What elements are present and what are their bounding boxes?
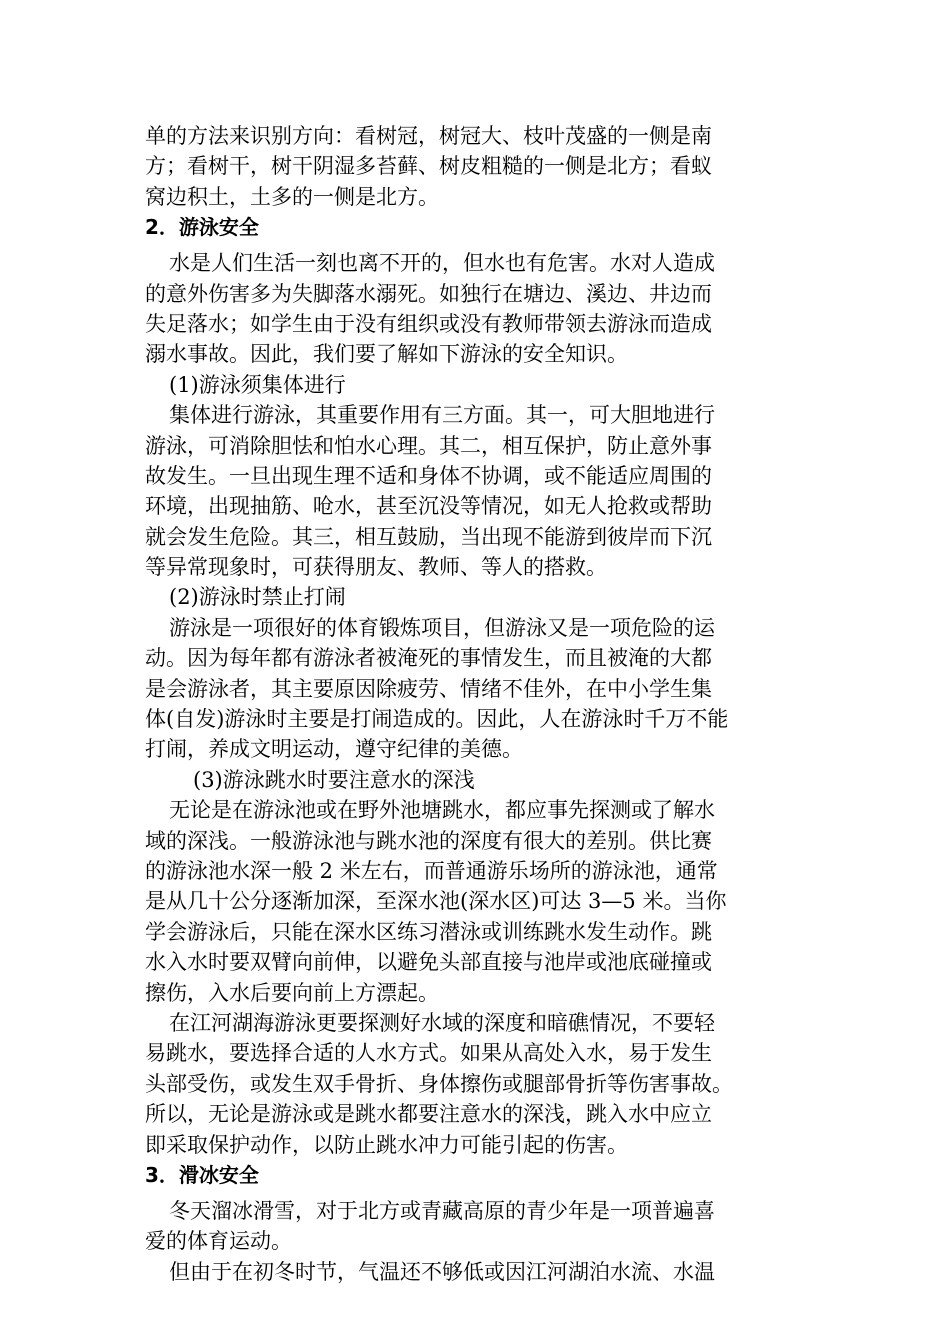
paragraph-line: 是会游泳者，其主要原因除疲劳、情绪不佳外，在中小学生集 <box>145 676 712 701</box>
subheading-water-depth: (3)游泳跳水时要注意水的深浅 <box>193 767 475 792</box>
paragraph-line: 冬天溜冰滑雪，对于北方或青藏高原的青少年是一项普遍喜 <box>169 1198 715 1223</box>
paragraph-line: 等异常现象时，可获得朋友、教师、等人的搭救。 <box>145 555 607 580</box>
paragraph-line: 所以，无论是游泳或是跳水都要注意水的深浅，跳入水中应立 <box>145 1102 712 1127</box>
paragraph-line: 即采取保护动作，以防止跳水冲力可能引起的伤害。 <box>145 1132 628 1157</box>
paragraph-line: 溺水事故。因此，我们要了解如下游泳的安全知识。 <box>145 342 628 367</box>
paragraph-line: 易跳水，要选择合适的人水方式。如果从高处入水，易于发生 <box>145 1041 712 1066</box>
paragraph-line: 域的深浅。一般游泳池与跳水池的深度有很大的差别。供比赛 <box>145 828 712 853</box>
document-body <box>145 121 825 1287</box>
paragraph-line: 水入水时要双臂向前伸，以避免头部直接与池岸或池底碰撞或 <box>145 950 712 975</box>
paragraph-line: 环境，出现抽筋、呛水，甚至沉没等情况，如无人抢救或帮助 <box>145 494 712 519</box>
subheading-group-swimming: (1)游泳须集体进行 <box>169 372 346 397</box>
subheading-no-horseplay: (2)游泳时禁止打闹 <box>169 585 346 610</box>
paragraph-line: 集体进行游泳，其重要作用有三方面。其一，可大胆地进行 <box>169 403 715 428</box>
paragraph-line: 学会游泳后，只能在深水区练习潜泳或训练跳水发生动作。跳 <box>145 919 712 944</box>
paragraph-line: 头部受伤，或发生双手骨折、身体擦伤或腿部骨折等伤害事故。 <box>145 1071 733 1096</box>
paragraph-line: 游泳，可消除胆怯和怕水心理。其二，相互保护，防止意外事 <box>145 433 712 458</box>
paragraph-line: 失足落水；如学生由于没有组织或没有教师带领去游泳而造成 <box>145 311 712 336</box>
paragraph-line: 的意外伤害多为失脚落水溺死。如独行在塘边、溪边、井边而 <box>145 281 712 306</box>
section-heading-swimming: 2．游泳安全 <box>145 215 259 240</box>
paragraph-line: 就会发生危险。其三，相互鼓励，当出现不能游到彼岸而下沉 <box>145 524 712 549</box>
paragraph-line: 无论是在游泳池或在野外池塘跳水，都应事先探测或了解水 <box>169 798 715 823</box>
paragraph-line: 体(自发)游泳时主要是打闹造成的。因此，人在游泳时千万不能 <box>145 707 729 732</box>
paragraph-line: 是从几十公分逐渐加深，至深水池(深水区)可达 3—5 米。当你 <box>145 889 727 914</box>
paragraph-line: 的游泳池水深一般 2 米左右，而普通游乐场所的游泳池，通常 <box>145 858 718 883</box>
paragraph-line: 水是人们生活一刻也离不开的，但水也有危害。水对人造成 <box>169 251 715 276</box>
paragraph-line: 方；看树干，树干阴湿多苔藓、树皮粗糙的一侧是北方；看蚁 <box>145 154 712 179</box>
paragraph-line: 故发生。一旦出现生理不适和身体不协调，或不能适应周围的 <box>145 463 712 488</box>
paragraph-line: 窝边积土，土多的一侧是北方。 <box>145 184 439 209</box>
section-heading-skating: 3．滑冰安全 <box>145 1162 259 1187</box>
paragraph-line: 打闹，养成文明运动，遵守纪律的美德。 <box>145 737 523 762</box>
paragraph-line: 但由于在初冬时节，气温还不够低或因江河湖泊水流、水温 <box>169 1259 715 1284</box>
paragraph-line: 动。因为每年都有游泳者被淹死的事情发生，而且被淹的大都 <box>145 646 712 671</box>
paragraph-line: 单的方法来识别方向：看树冠，树冠大、枝叶茂盛的一侧是南 <box>145 124 712 148</box>
paragraph-line: 游泳是一项很好的体育锻炼项目，但游泳又是一项危险的运 <box>169 615 715 640</box>
paragraph-line: 爱的体育运动。 <box>145 1229 292 1254</box>
paragraph-line: 在江河湖海游泳更要探测好水域的深度和暗礁情况，不要轻 <box>169 1010 715 1035</box>
paragraph-line: 擦伤，入水后要向前上方漂起。 <box>145 980 439 1005</box>
